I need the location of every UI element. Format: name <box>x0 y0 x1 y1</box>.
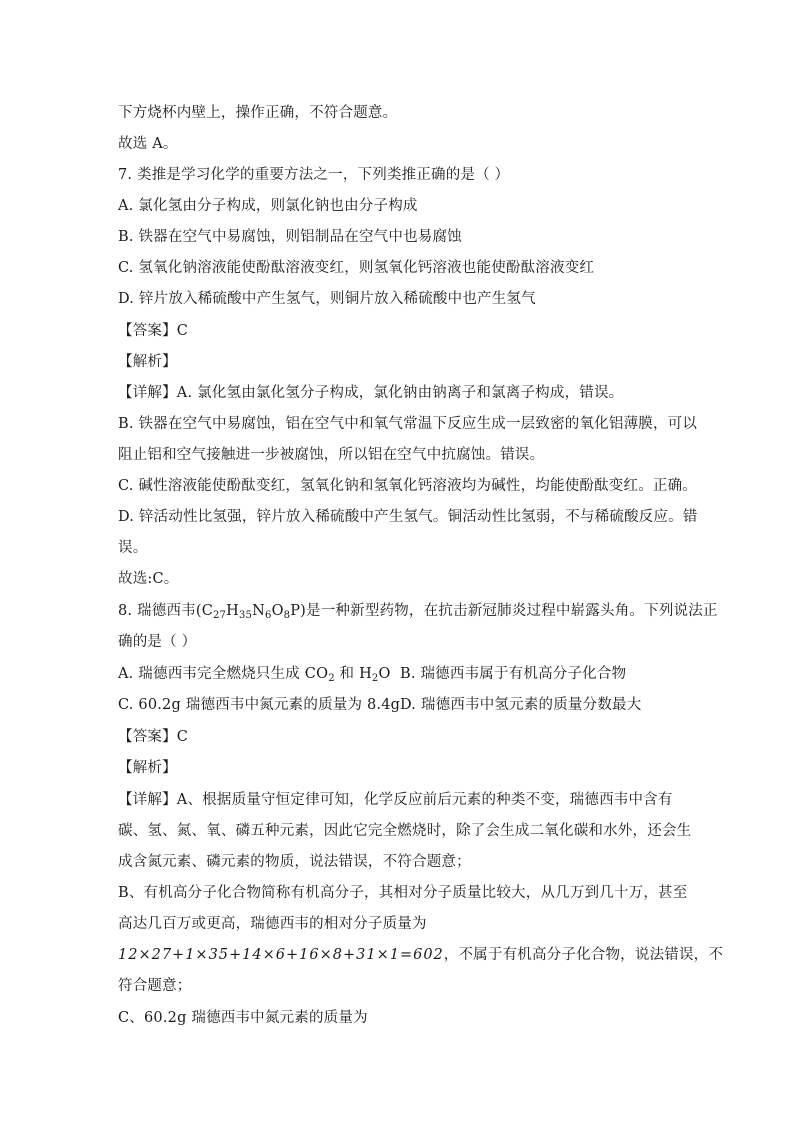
question-7-option-b: B. 铁器在空气中易腐蚀，则铝制品在空气中也易腐蚀 <box>118 229 462 245</box>
question-8-option-d: D. 瑞德西韦中氢元素的质量分数最大 <box>400 697 642 713</box>
question-7-conclusion: 故选:C。 <box>118 571 179 587</box>
question-8-detail-b: B、有机高分子化合物简称有机高分子，其相对分子质量比较大，从几万到几十万，甚至 <box>118 885 688 901</box>
question-8-detail-a-cont: 碳、氢、氮、氧、磷五种元素，因此它完全燃烧时，除了会生成二氧化碳和水外，还会生 <box>118 823 692 839</box>
question-7-option-c: C. 氢氧化钠溶液能使酚酞溶液变红，则氢氧化钙溶液也能使酚酞溶液变红 <box>118 260 595 276</box>
question-8-option-c: C. 60.2g 瑞德西韦中氮元素的质量为 8.4g <box>118 697 401 713</box>
question-7-detail-c: C. 碱性溶液能使酚酞变红，氢氧化钠和氢氧化钙溶液均为碱性，均能使酚酞变红。正确。 <box>118 478 697 494</box>
text-line: 故选 A。 <box>118 136 178 152</box>
question-7-detail-d-cont: 误。 <box>118 540 148 556</box>
question-8-answer: 【答案】C <box>118 729 189 745</box>
question-8-detail-a-cont: 成含氮元素、磷元素的物质，说法错误，不符合题意； <box>118 854 471 870</box>
question-7-option-d: D. 锌片放入稀硫酸中产生氢气，则铜片放入稀硫酸中也产生氢气 <box>118 291 536 307</box>
question-7-detail-d: D. 锌活动性比氢强，锌片放入稀硫酸中产生氢气。铜活动性比氢弱，不与稀硫酸反应。错 <box>118 509 698 525</box>
question-7-detail-b: B. 铁器在空气中易腐蚀，铝在空气中和氧气常温下反应生成一层致密的氧化铝薄膜，可以 <box>118 416 698 432</box>
question-8-option-b: B. 瑞德西韦属于有机高分子化合物 <box>400 666 627 682</box>
question-8-detail-b-formula: 12×27+1×35+14×6+16×8+31×1=602，不属于有机高分子化合物，说法错误，不 <box>118 947 724 963</box>
question-8-detail-a: 【详解】A、根据质量守恒定律可知，化学反应前后元素的种类不变，瑞德西韦中含有 <box>118 792 673 808</box>
question-7-answer: 【答案】C <box>118 323 189 339</box>
question-7-analysis-heading: 【解析】 <box>118 354 177 370</box>
question-8-detail-b-cont: 符合题意； <box>118 978 192 994</box>
question-7-detail-a: 【详解】A. 氯化氢由氯化氢分子构成，氯化钠由钠离子和氯离子构成，错误。 <box>118 385 624 401</box>
question-8-stem: 8. 瑞德西韦$(C_{27}H_{35}N_6O_8P)$是一种新型药物，在抗击新冠肺炎过程中崭露头角。下列说法正 <box>118 603 718 621</box>
question-8-analysis-heading: 【解析】 <box>118 760 177 776</box>
question-8-detail-b-cont: 高达几百万或更高，瑞德西韦的相对分子质量为 <box>118 916 427 932</box>
question-8-detail-c: C、60.2g 瑞德西韦中氮元素的质量为 <box>118 1010 368 1026</box>
text-line: 下方烧杯内壁上，操作正确，不符合题意。 <box>118 105 398 121</box>
molar-mass-formula: 12×27+1×35+14×6+16×8+31×1=602 <box>118 947 444 963</box>
question-7-option-a: A. 氯化氢由分子构成，则氯化钠也由分子构成 <box>118 198 418 214</box>
question-8-stem-cont: 确的是（ ） <box>118 634 197 650</box>
question-7-detail-b-cont: 阻止铝和空气接触进一步被腐蚀，所以铝在空气中抗腐蚀。错误。 <box>118 447 545 463</box>
question-8-options-row-2 <box>118 695 678 715</box>
question-8-option-a: A. 瑞德西韦完全燃烧只生成 $CO_2$ 和 $H_2O$ <box>118 666 391 684</box>
question-8-options-row-1 <box>118 664 678 684</box>
question-7-stem: 7. 类推是学习化学的重要方法之一，下列类推正确的是（ ） <box>118 167 510 183</box>
